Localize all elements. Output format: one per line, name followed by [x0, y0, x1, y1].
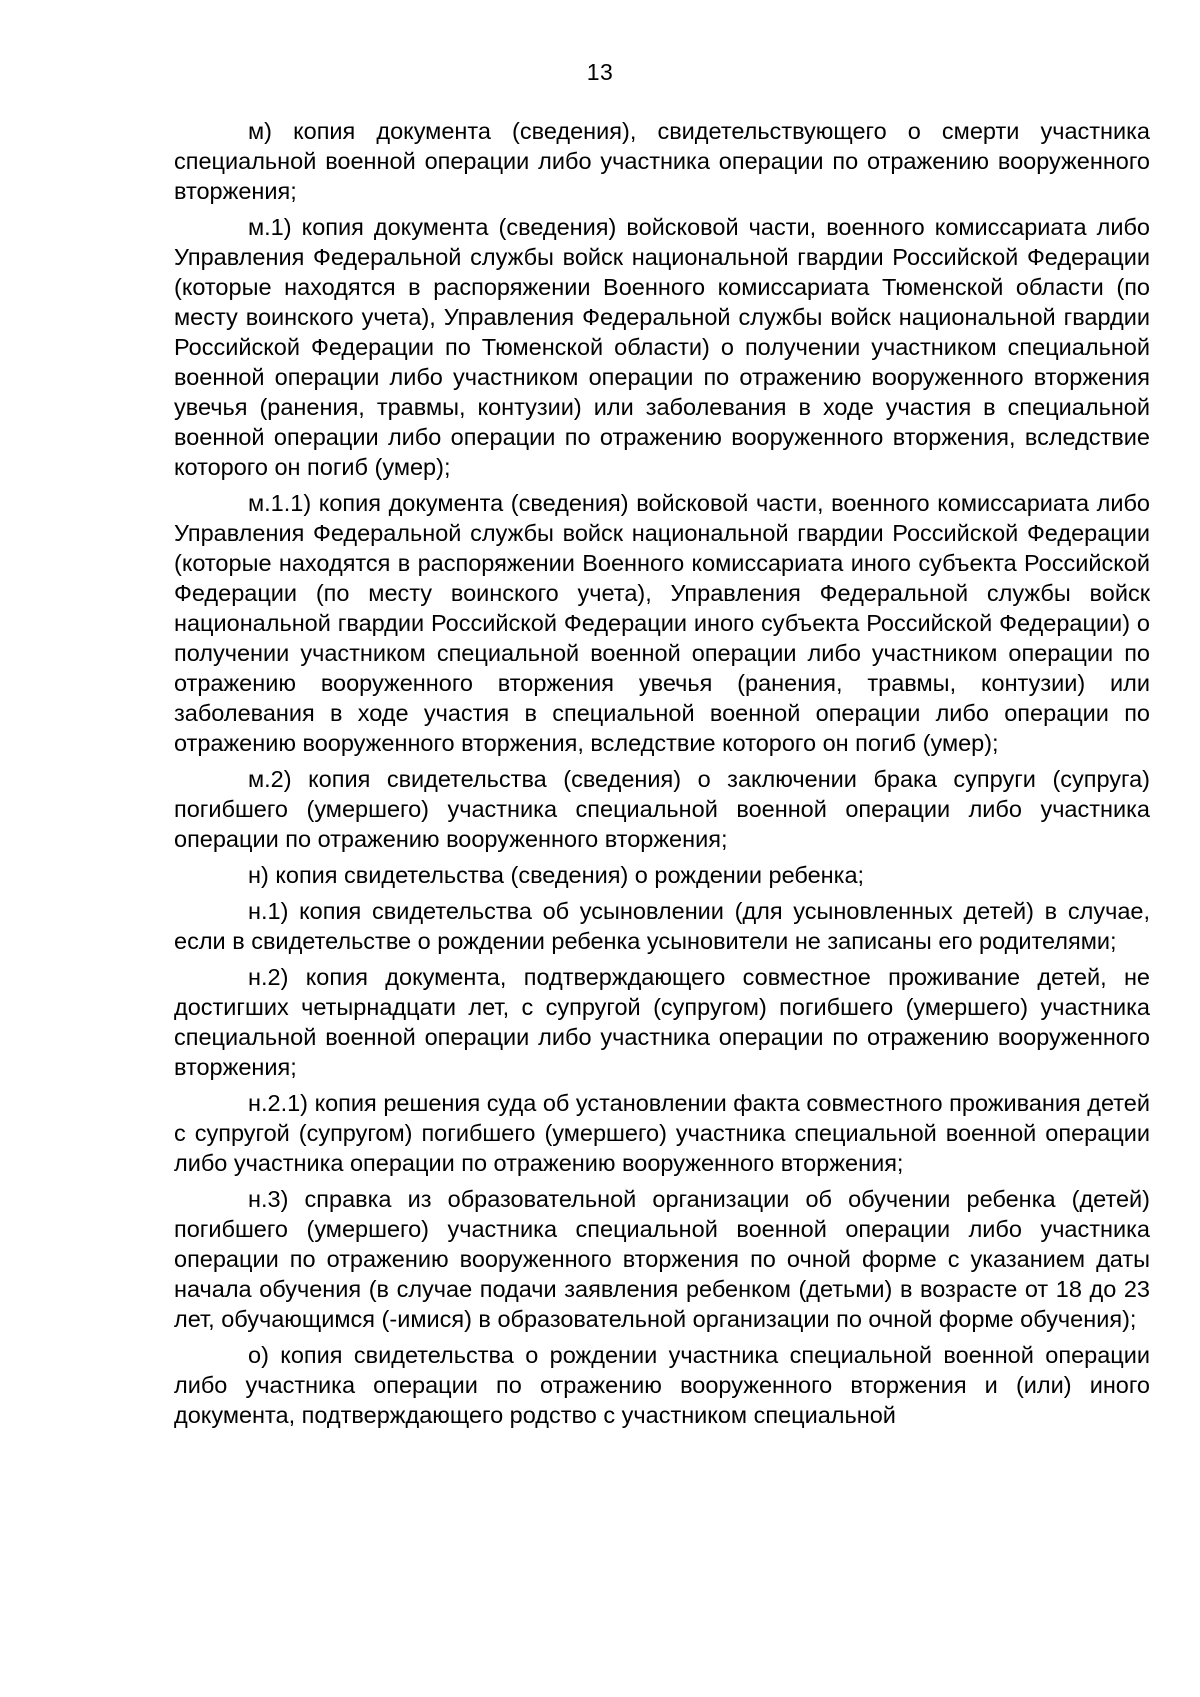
paragraph-m-1-1: м.1.1) копия документа (сведения) войсковой части, военного комиссариата либо Управления Федеральной службы войск национальной гвардии Российской Федерации (которые находятся в распоряжении Военного комиссариата иного субъекта Российской Федерации (по месту воинского учета), Управления Федеральной службы войск национальной гвардии Российской Федерации иного субъекта Российской Федерации) о получении участником специальной военной операции либо участником операции по отражению вооруженного вторжения увечья (ранения, травмы, контузии) или заболевания в ходе участия в специальной военной операции либо операции по отражению вооруженного вторжения, вследствие которого он погиб (умер); — [174, 490, 1150, 756]
paragraph-o: о) копия свидетельства о рождении участника специальной военной операции либо участника операции по отражению вооруженного вторжения и (или) иного документа, подтверждающего родство с участником специальной — [174, 1342, 1150, 1428]
document-body — [174, 116, 1150, 1436]
paragraph-n: н) копия свидетельства (сведения) о рождении ребенка; — [248, 862, 865, 888]
paragraph-m-2: м.2) копия свидетельства (сведения) о заключении брака супруги (супруга) погибшего (умершего) участника специальной военной операции либо участника операции по отражению вооруженного вторжения; — [174, 766, 1150, 852]
paragraph-n-3: н.3) справка из образовательной организации об обучении ребенка (детей) погибшего (умершего) участника специальной военной операции либо участника операции по отражению вооруженного вторжения по очной форме с указанием даты начала обучения (в случае подачи заявления ребенком (детьми) в возрасте от 18 до 23 лет, обучающимся (-имися) в образовательной организации по очной форме обучения); — [174, 1186, 1150, 1332]
paragraph-n-1: н.1) копия свидетельства об усыновлении (для усыновленных детей) в случае, если в свидетельстве о рождении ребенка усыновители не записаны его родителями; — [174, 898, 1150, 954]
paragraph-m-1: м.1) копия документа (сведения) войсковой части, военного комиссариата либо Управления Федеральной службы войск национальной гвардии Российской Федерации (которые находятся в распоряжении Военного комиссариата Тюменской области (по месту воинского учета), Управления Федеральной службы войск национальной гвардии Российской Федерации по Тюменской области) о получении участником специальной военной операции либо участником операции по отражению вооруженного вторжения увечья (ранения, травмы, контузии) или заболевания в ходе участия в специальной военной операции либо операции по отражению вооруженного вторжения, вследствие которого он погиб (умер); — [174, 214, 1150, 480]
paragraph-m: м) копия документа (сведения), свидетельствующего о смерти участника специальной военной операции либо участника операции по отражению вооруженного вторжения; — [174, 118, 1150, 204]
paragraph-n-2: н.2) копия документа, подтверждающего совместное проживание детей, не достигших четырнадцати лет, с супругой (супругом) погибшего (умершего) участника специальной военной операции либо участника операции по отражению вооруженного вторжения; — [174, 964, 1150, 1080]
paragraph-n-2-1: н.2.1) копия решения суда об установлении факта совместного проживания детей с супругой (супругом) погибшего (умершего) участника специальной военной операции либо участника операции по отражению вооруженного вторжения; — [174, 1090, 1150, 1176]
page-number: 13 — [586, 59, 614, 85]
